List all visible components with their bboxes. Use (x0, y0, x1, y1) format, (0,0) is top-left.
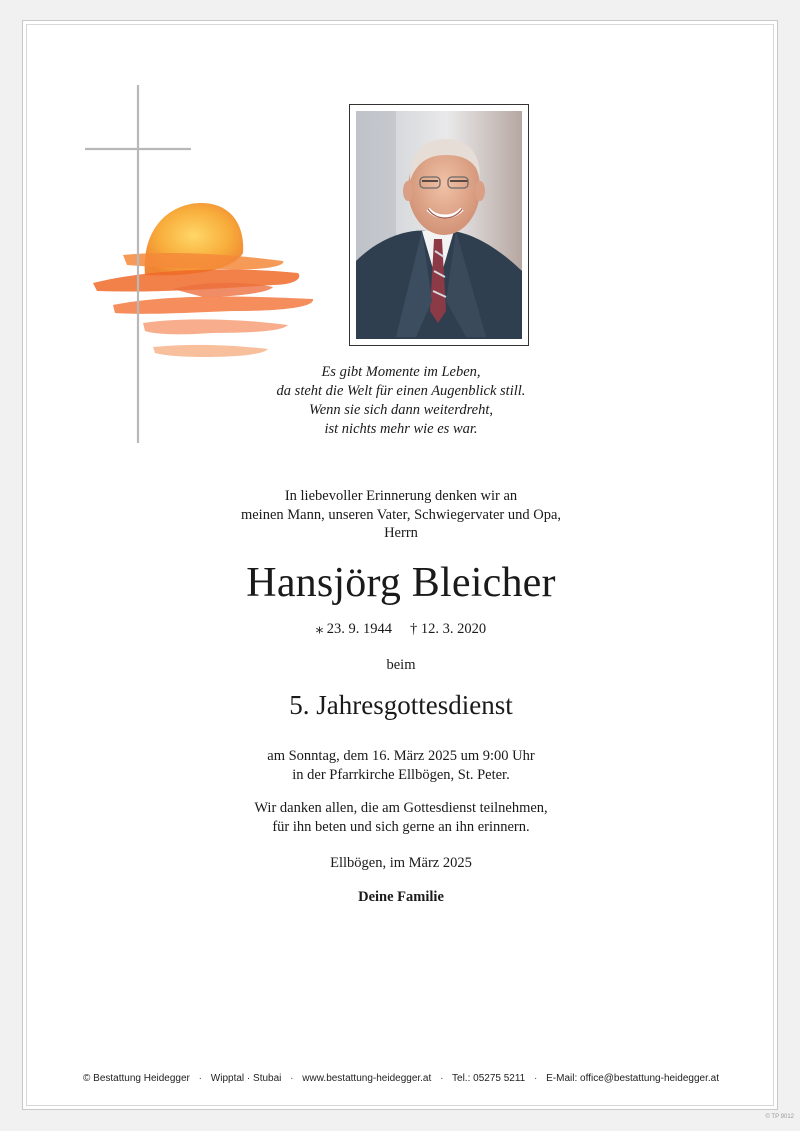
beim-text: beim (386, 657, 416, 673)
portrait-photo (356, 111, 522, 339)
deceased-name: Hansjörg Bleicher (246, 560, 556, 606)
footer-separator: · (198, 1073, 203, 1084)
poem-line: Es gibt Momente im Leben, (321, 364, 481, 380)
thanks-text (23, 799, 779, 836)
intro-line: In liebevoller Erinnerung denken wir an (284, 488, 518, 504)
obituary-card (22, 20, 778, 1110)
poem-line: da steht die Welt für einen Augenblick still. (276, 383, 526, 399)
footer (23, 1073, 779, 1084)
footer-separator: · (534, 1073, 538, 1084)
intro-line: Herrn (384, 525, 418, 541)
poem-line: ist nichts mehr wie es war. (324, 421, 478, 437)
footer-email-link[interactable]: E-Mail: office@bestattung-heidegger.at (546, 1073, 719, 1084)
event-datetime: am Sonntag, dem 16. März 2025 um 9:00 Uhr (267, 748, 535, 764)
intro-text (23, 487, 779, 543)
poem (23, 363, 779, 439)
life-dates (23, 619, 779, 639)
event-details (23, 747, 779, 784)
death-date: † 12. 3. 2020 (410, 621, 487, 637)
thanks-line: für ihn beten und sich gerne an ihn erinnern. (272, 818, 530, 835)
footer-copyright: © Bestattung Heidegger (83, 1073, 190, 1084)
thanks-line: Wir danken allen, die am Gottesdienst teilnehmen, (254, 800, 548, 816)
signature: Deine Familie (358, 889, 444, 905)
event-title: 5. Jahresgottesdienst (289, 690, 513, 720)
footer-separator: · (290, 1073, 294, 1084)
footer-phone: Tel.: 05275 5211 (452, 1073, 526, 1084)
poem-line: Wenn sie sich dann weiterdreht, (308, 402, 494, 418)
footer-separator: · (440, 1073, 444, 1084)
intro-line: meinen Mann, unseren Vater, Schwiegervater und Opa, (240, 506, 562, 523)
event-location: in der Pfarrkirche Ellbögen, St. Peter. (292, 766, 510, 783)
portrait-frame (349, 104, 529, 346)
template-code: © TP 9012 (765, 1114, 794, 1120)
birth-date: ⁎ 23. 9. 1944 (315, 621, 392, 637)
footer-region: Wipptal · Stubai (210, 1073, 282, 1084)
footer-website-link[interactable]: www.bestattung-heidegger.at (302, 1073, 432, 1084)
place-date: Ellbögen, im März 2025 (330, 855, 472, 871)
sunset-stripes (93, 253, 313, 357)
